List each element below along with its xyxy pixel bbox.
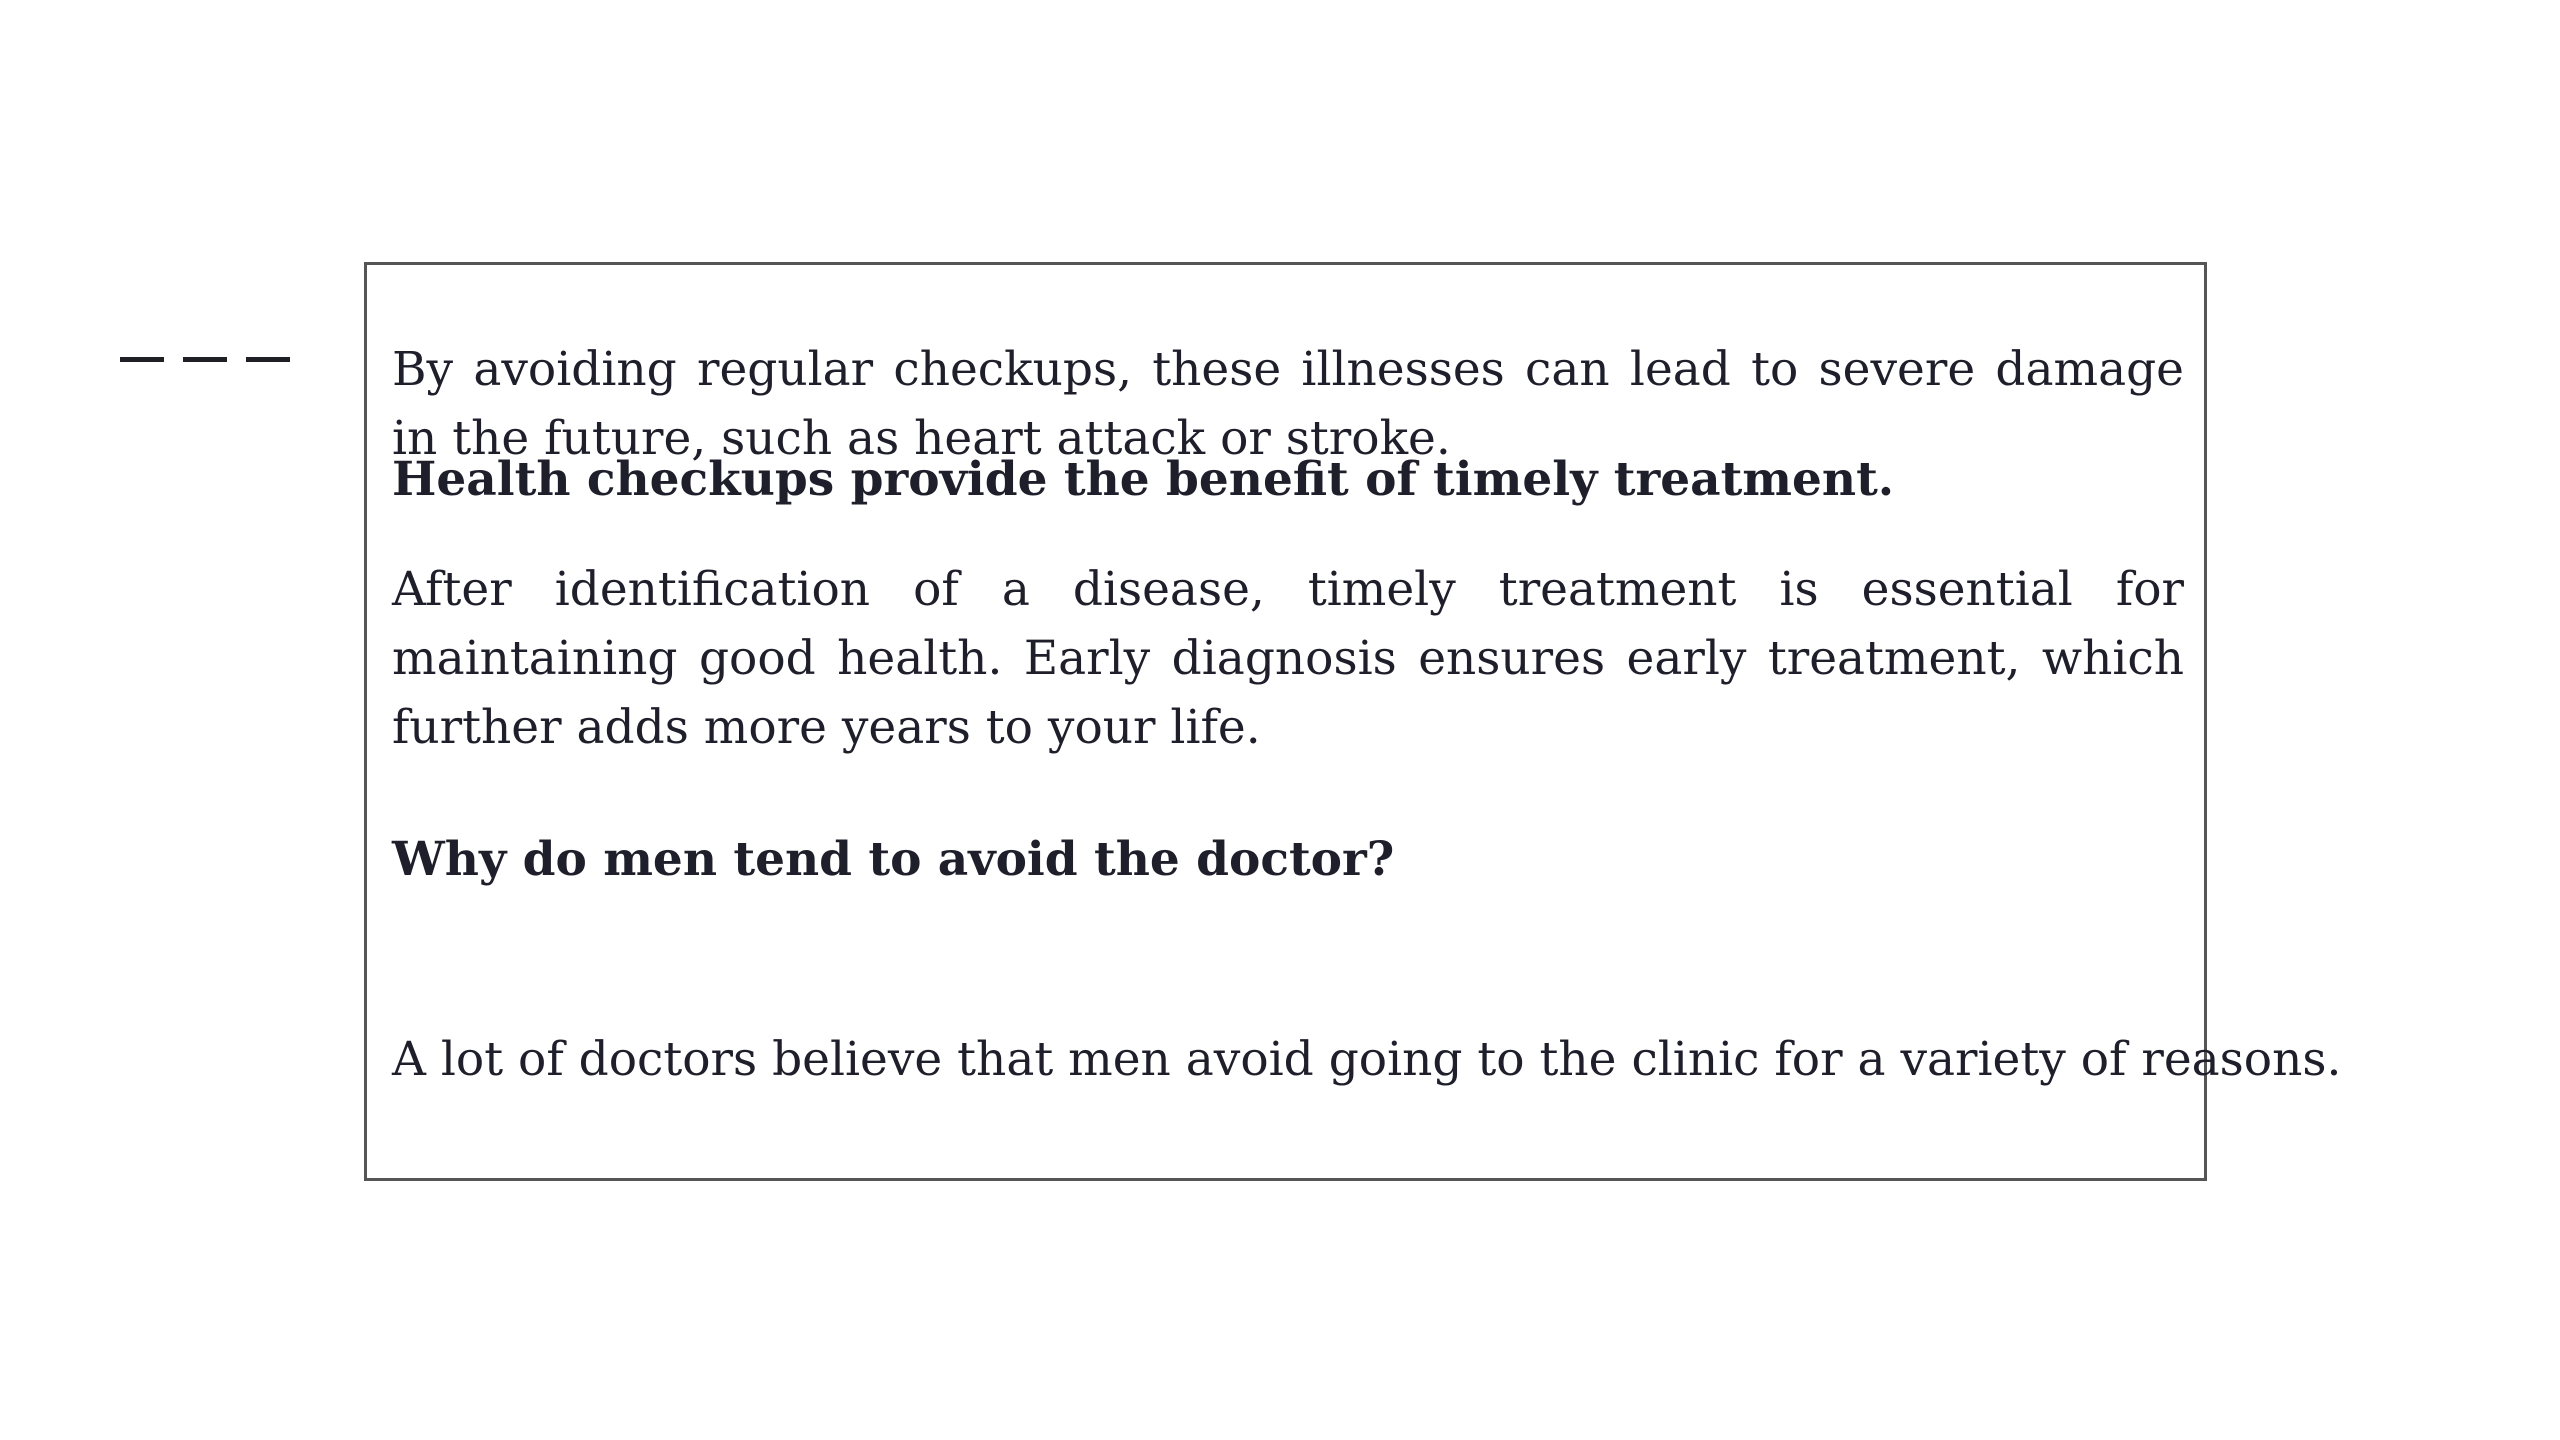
dash-segment: [246, 357, 290, 362]
paragraph-doctors-believe: A lot of doctors believe that men avoid going to the clinic for a variety of reasons.: [392, 1032, 2342, 1087]
heading-timely-treatment: Health checkups provide the benefit of timely treatment.: [392, 452, 1895, 507]
dash-marker: [120, 357, 290, 362]
paragraph-early-diagnosis: After identification of a disease, timely treatment is essential for maintaining good health. Early diagnosis ensures early treatment, which further adds more years to your life.: [392, 562, 2184, 755]
heading-men-avoid-doctor: Why do men tend to avoid the doctor?: [392, 832, 1395, 887]
dash-segment: [120, 357, 164, 362]
paragraph-illness-damage: By avoiding regular checkups, these illnesses can lead to severe damage in the future, such as heart attack or stroke.: [392, 342, 2184, 466]
dash-segment: [183, 357, 227, 362]
text-box[interactable]: [364, 262, 2342, 1181]
